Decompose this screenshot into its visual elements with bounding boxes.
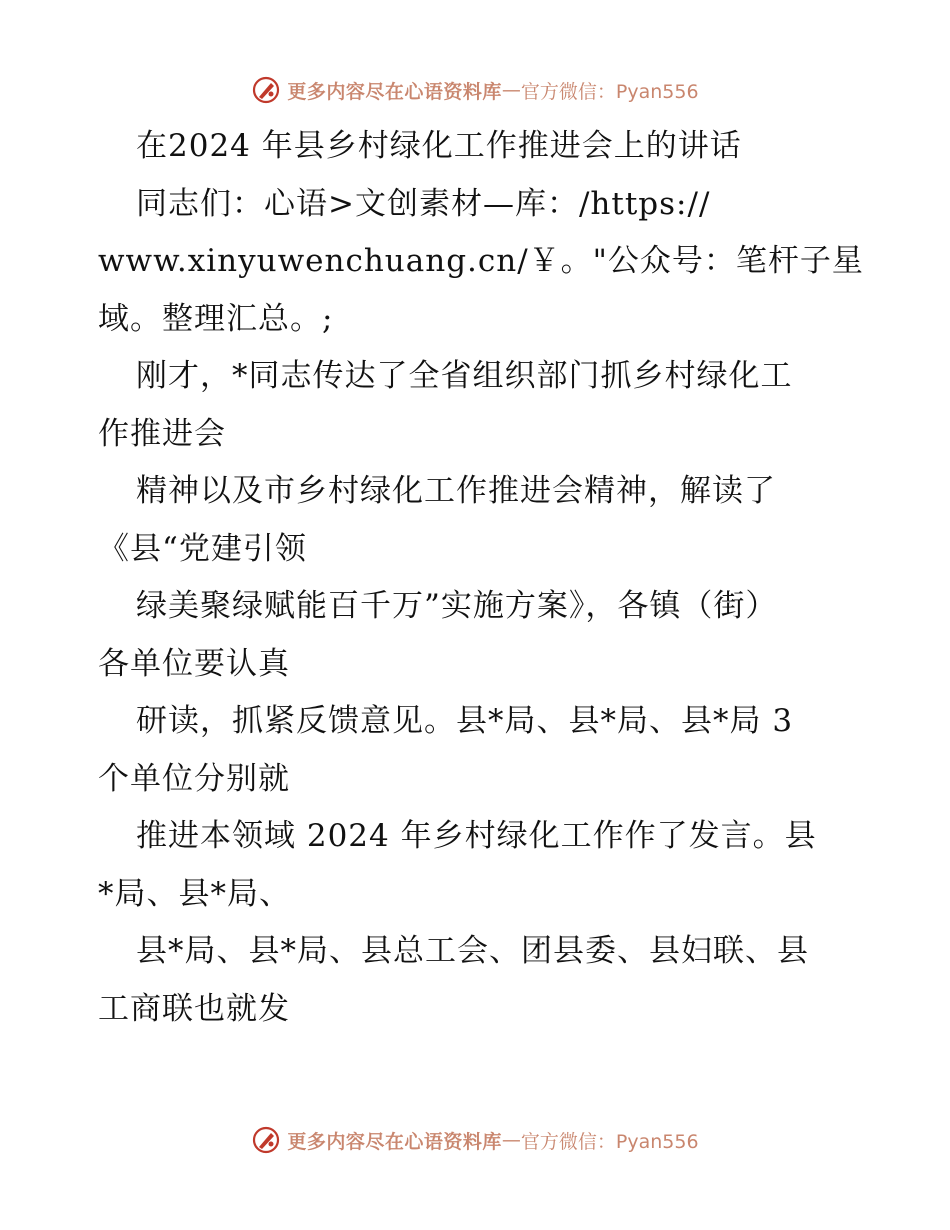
footer-banner bbox=[0, 1122, 950, 1158]
text-line: 域。整理汇总。; bbox=[98, 300, 334, 337]
pen-logo-icon bbox=[251, 75, 281, 105]
text-line: *局、县*局、 bbox=[98, 875, 291, 912]
text-line: 绿美聚绿赋能百千万”实施方案》，各镇（街） bbox=[136, 588, 778, 624]
text-line: 刚才，*同志传达了全省组织部门抓乡村绿化工 bbox=[136, 358, 793, 394]
text-line: 同志们：心语>文创素材—库：/https:// bbox=[136, 185, 711, 222]
text-line: 推进本领域 2024 年乡村绿化工作作了发言。县 bbox=[136, 818, 817, 854]
document-body bbox=[98, 118, 864, 1038]
text-line: www.xinyuwenchuang.cn/￥。"公众号：笔杆子星 bbox=[98, 243, 864, 279]
text-line: 个单位分别就 bbox=[98, 760, 290, 797]
banner-title: 更多内容尽在心语资料库 bbox=[287, 80, 502, 103]
header-banner bbox=[0, 72, 950, 108]
text-line: 作推进会 bbox=[98, 415, 226, 452]
text-line: 《县“党建引领 bbox=[98, 530, 307, 567]
text-line: 精神以及市乡村绿化工作推进会精神，解读了 bbox=[136, 473, 776, 509]
banner-title: 更多内容尽在心语资料库 bbox=[287, 1130, 502, 1153]
text-line: 工商联也就发 bbox=[98, 990, 290, 1027]
text-line: 研读，抓紧反馈意见。县*局、县*局、县*局 3 bbox=[136, 703, 794, 739]
banner-dash: — bbox=[501, 79, 521, 101]
banner-wechat: 官方微信：Pyan556 bbox=[520, 80, 699, 103]
text-line: 各单位要认真 bbox=[98, 645, 290, 682]
text-line: 县*局、县*局、县总工会、团县委、县妇联、县 bbox=[136, 933, 809, 969]
banner-wechat: 官方微信：Pyan556 bbox=[520, 1130, 699, 1153]
text-line: 在2024 年县乡村绿化工作推进会上的讲话 bbox=[136, 128, 742, 164]
pen-logo-icon bbox=[251, 1125, 281, 1155]
banner-dash: — bbox=[501, 1129, 521, 1151]
